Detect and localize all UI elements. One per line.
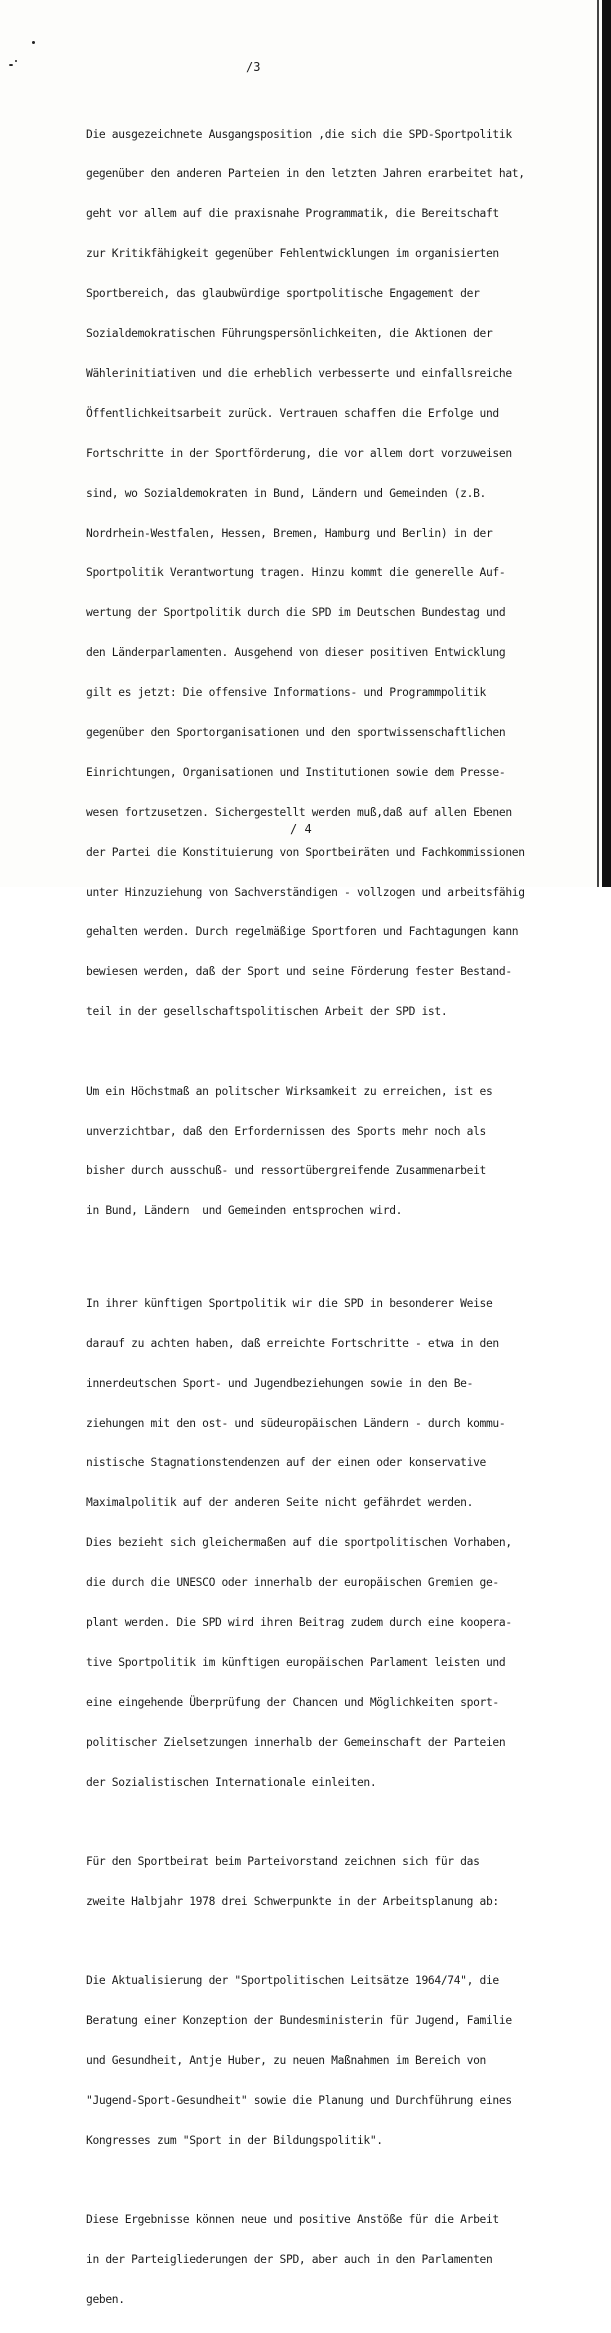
- text-line: wertung der Sportpolitik durch die SPD im Deutschen Bundestag und: [86, 606, 506, 620]
- text-line: innerdeutschen Sport- und Jugendbeziehungen sowie in den Be-: [86, 1376, 474, 1390]
- text-line: Öffentlichkeitsarbeit zurück. Vertrauen schaffen die Erfolge und: [86, 406, 499, 420]
- text-line: Diese Ergebnisse können neue und positive Anstöße für die Arbeit: [86, 2213, 499, 2227]
- text-line: Die Aktualisierung der "Sportpolitischen Leitsätze 1964/74", die: [86, 1974, 499, 1988]
- next-page-marker: / 4: [290, 822, 312, 836]
- text-line: Sportbereich, das glaubwürdige sportpolitische Engagement der: [86, 287, 480, 301]
- text-line: bisher durch ausschuß- und ressortübergreifende Zusammenarbeit: [86, 1164, 486, 1178]
- paragraph-intro: [86, 101, 604, 1045]
- text-line: den Länderparlamenten. Ausgehend von dieser positiven Entwicklung: [86, 646, 506, 660]
- text-line: Fortschritte in der Sportförderung, die vor allem dort vorzuweisen: [86, 446, 512, 460]
- text-line: Sozialdemokratischen Führungspersönlichkeiten, die Aktionen der: [86, 327, 493, 341]
- text-line: Kongresses zum "Sport in der Bildungspolitik".: [86, 2133, 383, 2147]
- text-line: geht vor allem auf die praxisnahe Programmatik, die Bereitschaft: [86, 207, 499, 221]
- scan-speck: [15, 60, 17, 62]
- text-line: in Bund, Ländern und Gemeinden entsprochen wird.: [86, 1204, 403, 1218]
- text-line: unverzichtbar, daß den Erfordernissen des Sports mehr noch als: [86, 1124, 486, 1138]
- text-line: "Jugend-Sport-Gesundheit" sowie die Planung und Durchführung eines: [86, 2094, 512, 2108]
- text-line: Beratung einer Konzeption der Bundesministerin für Jugend, Familie: [86, 2014, 512, 2028]
- text-line: Sportpolitik Verantwortung tragen. Hinzu kommt die generelle Auf-: [86, 566, 506, 580]
- scan-speck: [32, 41, 35, 44]
- text-line: politischer Zielsetzungen innerhalb der Gemeinschaft der Parteien: [86, 1735, 506, 1749]
- text-line: der Partei die Konstituierung von Sportbeiräten und Fachkommissionen: [86, 845, 525, 859]
- paragraph-effectiveness: [86, 1058, 604, 1244]
- page-number: /3: [246, 60, 261, 74]
- text-line: Dies bezieht sich gleichermaßen auf die sportpolitischen Vorhaben,: [86, 1536, 512, 1550]
- text-line: Die ausgezeichnete Ausgangsposition ,die sich die SPD-Sportpolitik: [86, 127, 512, 141]
- text-line: geben.: [86, 2293, 125, 2307]
- text-line: zweite Halbjahr 1978 drei Schwerpunkte in der Arbeitsplanung ab:: [86, 1894, 499, 1908]
- text-line: in der Parteigliederungen der SPD, aber auch in den Parlamenten: [86, 2253, 493, 2267]
- text-line: zur Kritikfähigkeit gegenüber Fehlentwicklungen im organisierten: [86, 247, 499, 261]
- text-line: sind, wo Sozialdemokraten in Bund, Ländern und Gemeinden (z.B.: [86, 486, 486, 500]
- text-line: gilt es jetzt: Die offensive Informations- und Programmpolitik: [86, 686, 486, 700]
- paragraph-results: [86, 2187, 604, 2333]
- text-line: Nordrhein-Westfalen, Hessen, Bremen, Hamburg und Berlin) in der: [86, 526, 493, 540]
- paragraph-sportbeirat: [86, 1828, 604, 1934]
- text-line: und Gesundheit, Antje Huber, zu neuen Maßnahmen im Bereich von: [86, 2054, 486, 2068]
- text-line: die durch die UNESCO oder innerhalb der europäischen Gremien ge-: [86, 1576, 499, 1590]
- text-line: Für den Sportbeirat beim Parteivorstand zeichnen sich für das: [86, 1855, 480, 1868]
- text-line: Maximalpolitik auf der anderen Seite nicht gefährdet werden.: [86, 1496, 474, 1510]
- text-line: gehalten werden. Durch regelmäßige Sportforen und Fachtagungen kann: [86, 925, 519, 939]
- text-line: Wählerinitiativen und die erheblich verbesserte und einfallsreiche: [86, 366, 512, 380]
- text-line: gegenüber den Sportorganisationen und den sportwissenschaftlichen: [86, 725, 506, 739]
- text-line: gegenüber den anderen Parteien in den letzten Jahren erarbeitet hat,: [86, 167, 525, 181]
- text-line: eine eingehende Überprüfung der Chancen und Möglichkeiten sport-: [86, 1695, 499, 1709]
- text-line: Einrichtungen, Organisationen und Institutionen sowie dem Presse-: [86, 765, 506, 779]
- text-line: Um ein Höchstmaß an politscher Wirksamkeit zu erreichen, ist es: [86, 1084, 493, 1098]
- text-line: unter Hinzuziehung von Sachverständigen - vollzogen und arbeitsfähig: [86, 885, 525, 899]
- text-line: In ihrer künftigen Sportpolitik wir die SPD in besonderer Weise: [86, 1296, 493, 1310]
- text-line: teil in der gesellschaftspolitischen Arbeit der SPD ist.: [86, 1005, 448, 1019]
- text-line: der Sozialistischen Internationale einleiten.: [86, 1775, 377, 1789]
- paragraph-priorities: [86, 1948, 604, 2174]
- scan-speck: [9, 64, 13, 66]
- text-line: bewiesen werden, daß der Sport und seine Förderung fester Bestand-: [86, 965, 512, 979]
- paragraph-future-policy: [86, 1270, 604, 1815]
- text-line: tive Sportpolitik im künftigen europäischen Parlament leisten und: [86, 1655, 506, 1669]
- text-line: ziehungen mit den ost- und südeuropäischen Ländern - durch kommu-: [86, 1416, 506, 1430]
- text-line: darauf zu achten haben, daß erreichte Fortschritte - etwa in den: [86, 1336, 499, 1350]
- body-text: [86, 101, 604, 2333]
- text-line: nistische Stagnationstendenzen auf der einen oder konservative: [86, 1456, 486, 1470]
- text-line: plant werden. Die SPD wird ihren Beitrag zudem durch eine koopera-: [86, 1615, 512, 1629]
- text-line: wesen fortzusetzen. Sichergestellt werden muß,daß auf allen Ebenen: [86, 805, 512, 819]
